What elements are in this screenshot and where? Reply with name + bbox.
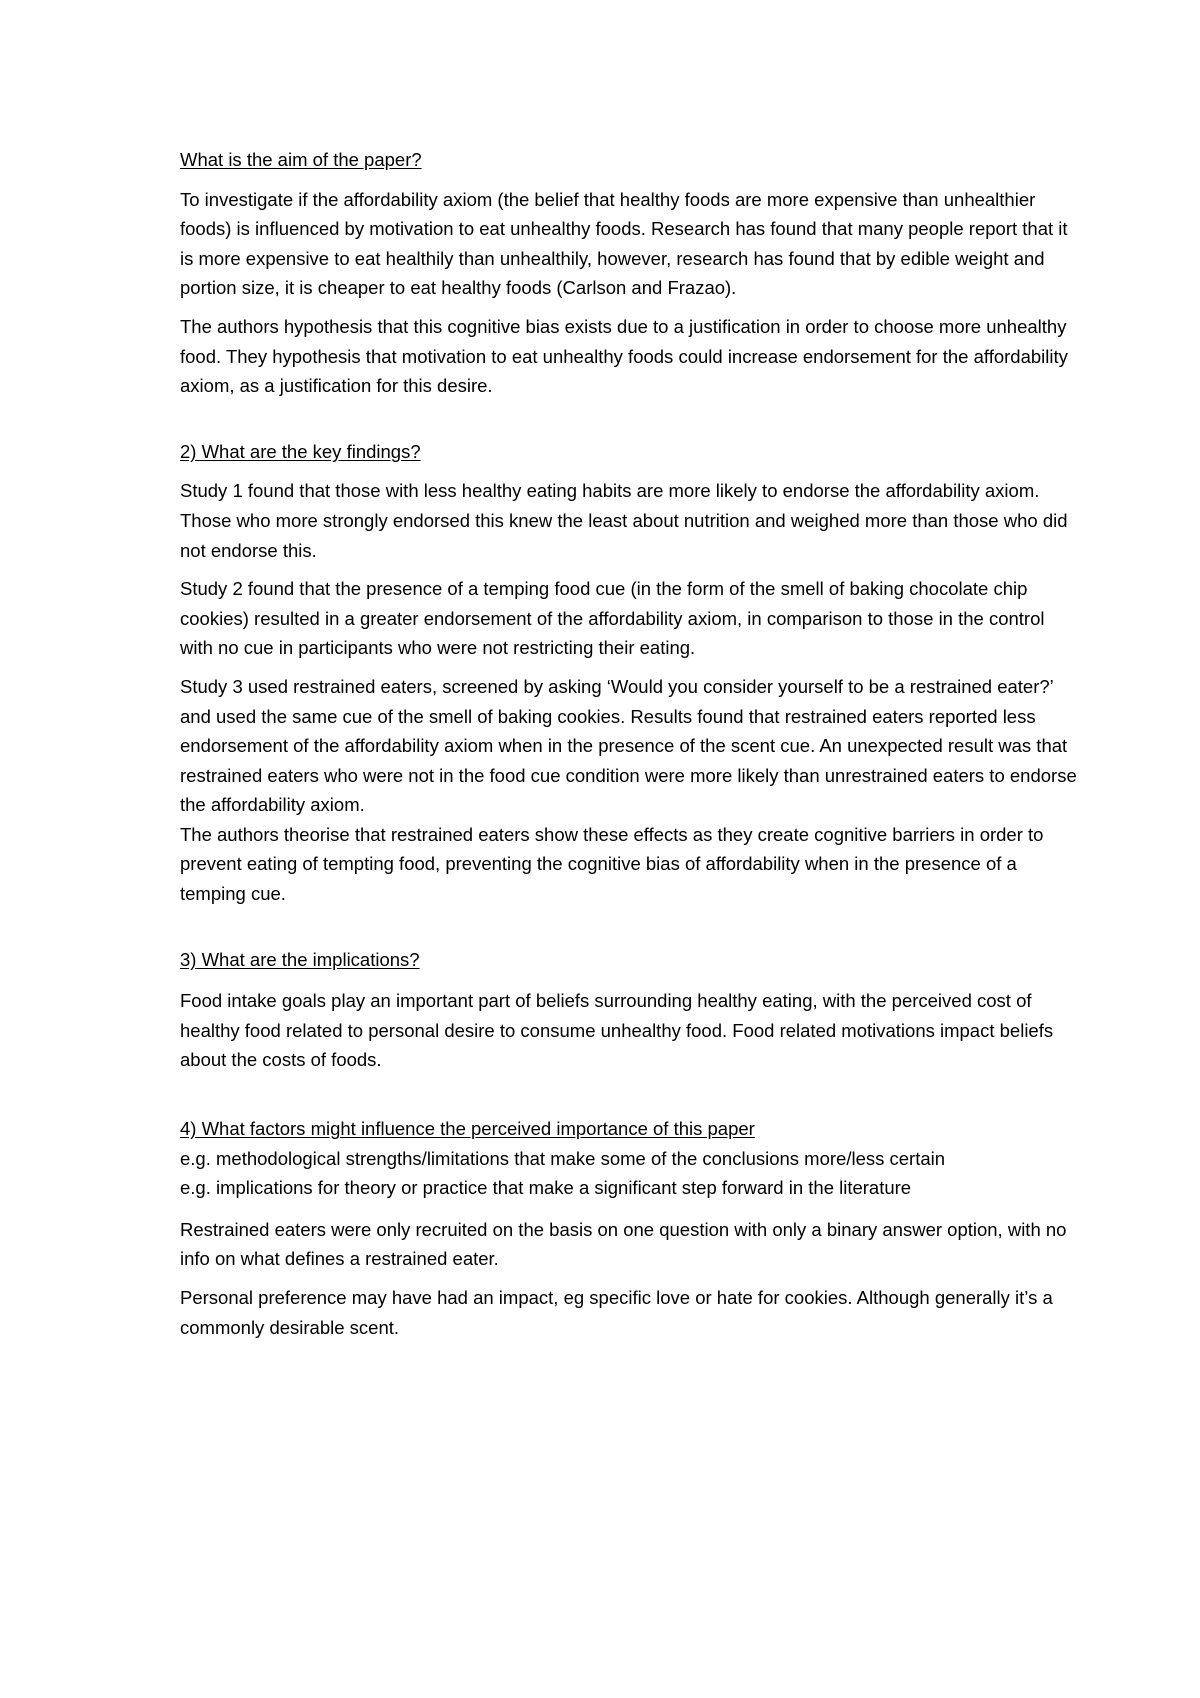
section-4-paragraph-1: Restrained eaters were only recruited on the basis on one question with only a binary answer option, with no info on what defines a restrained eater.	[180, 1218, 1067, 1270]
section-1-paragraph-2: The authors hypothesis that this cognitive bias exists due to a justification in order to choose more unhealthy food. They hypothesis that motivation to eat unhealthy foods could increase endorsement for the affordability axiom, as a justification for this desire.	[180, 315, 1068, 397]
section-2-heading: 2) What are the key findings?	[180, 440, 421, 462]
section-2-paragraph-3: Study 3 used restrained eaters, screened by asking ‘Would you consider yourself to be a restrained eater?’ and used the same cue of the smell of baking cookies. Results found that restrained eaters reported less endorsement of the affordability axiom when in the presence of the scent cue. An unexpected result was that restrained eaters who were not in the food cue condition were more likely than unrestrained eaters to endorse the affordability axiom.	[180, 675, 1077, 816]
section-3-heading: 3) What are the implications?	[180, 948, 420, 970]
section-4-heading: 4) What factors might influence the perceived importance of this paper	[180, 1118, 755, 1140]
section-3-paragraph-1: Food intake goals play an important part of beliefs surrounding healthy eating, with the perceived cost of healthy food related to personal desire to consume unhealthy food. Food related motivations impact beliefs about the costs of foods.	[180, 990, 1054, 1071]
document-body	[180, 145, 1080, 1342]
section-2-paragraph-2: Study 2 found that the presence of a temping food cue (in the form of the smell of baking chocolate chip cookies) resulted in a greater endorsement of the affordability axiom, in comparison to those in the control with no cue in participants who were not restricting their eating.	[180, 578, 1045, 659]
section-2-paragraph-4: The authors theorise that restrained eaters show these effects as they create cognitive barriers in order to prevent eating of tempting food, preventing the cognitive bias of affordability when in the presence of a temping cue.	[180, 823, 1044, 905]
section-4-prompt-1: e.g. methodological strengths/limitations that make some of the conclusions more/less certain	[180, 1147, 946, 1169]
section-4-prompt-2: e.g. implications for theory or practice that make a significant step forward in the literature	[180, 1177, 912, 1199]
section-4-paragraph-2: Personal preference may have had an impact, eg specific love or hate for cookies. Although generally it’s a commonly desirable scent.	[180, 1287, 1053, 1338]
section-2-paragraph-1: Study 1 found that those with less healthy eating habits are more likely to endorse the affordability axiom. Those who more strongly endorsed this knew the least about nutrition and weighed more than those who did not endorse this.	[180, 480, 1068, 561]
section-1-heading: What is the aim of the paper?	[180, 149, 422, 170]
section-1-paragraph-1: To investigate if the affordability axiom (the belief that healthy foods are more expensive than unhealthier foods) is influenced by motivation to eat unhealthy foods. Research has found that many people report that it is more expensive to eat healthily than unhealthily, however, research has found that by edible weight and portion size, it is cheaper to eat healthy foods (Carlson and Frazao).	[180, 188, 1068, 299]
